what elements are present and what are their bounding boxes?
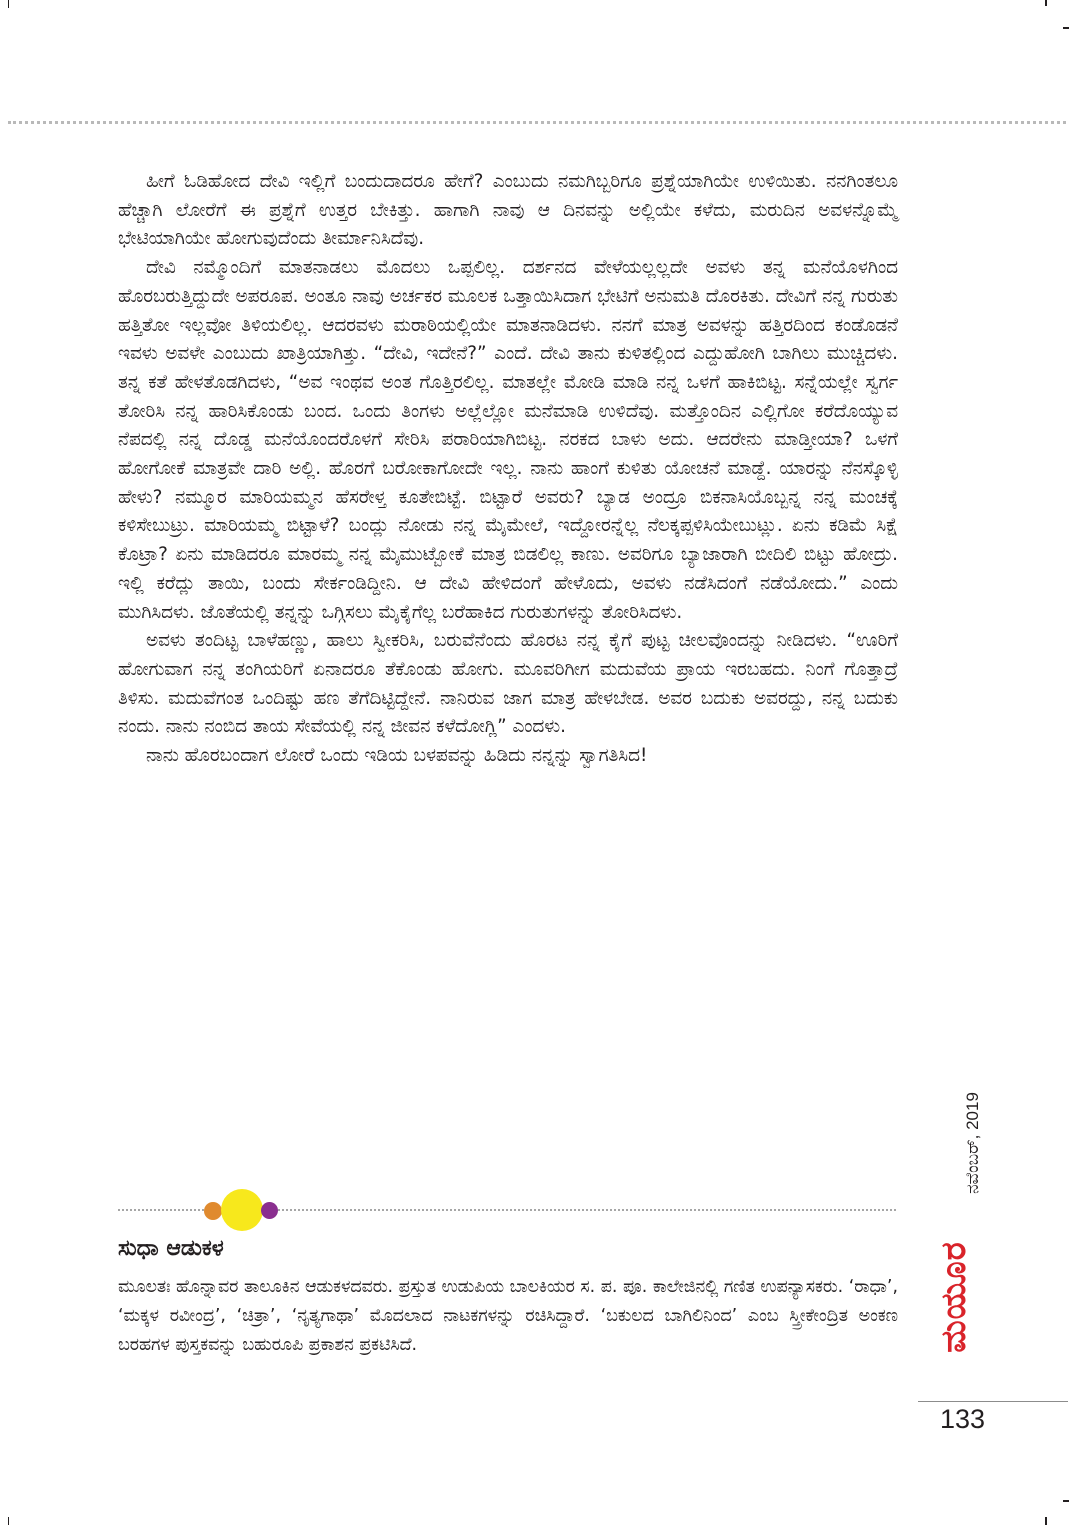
author-name: ಸುಧಾ ಆಡುಕಳ [118,1236,224,1261]
body-paragraph: ಅವಳು ತಂದಿಟ್ಟ ಬಾಳೆಹಣ್ಣು, ಹಾಲು ಸ್ವೀಕರಿಸಿ, ಬರುವೆನೆಂದು ಹೊರಟ ನನ್ನ ಕೈಗೆ ಪುಟ್ಟ ಚೀಲವೊಂದನ್ನು ನೀಡಿದಳು. “ಊರಿಗೆ ಹೋಗುವಾಗ ನನ್ನ ತಂಗಿಯರಿಗೆ ಏನಾದರೂ ತೆಕೊಂಡು ಹೋಗು. ಮೂವರಿಗೀಗ ಮದುವೆಯ ಪ್ರಾಯ ಇರಬಹದು. ನಿಂಗೆ ಗೊತ್ತಾದ್ರೆ ತಿಳಿಸು. ಮದುವೆಗಂತ ಒಂದಿಷ್ಟು ಹಣ ತೆಗೆದಿಟ್ಟಿದ್ದೇನೆ. ನಾನಿರುವ ಜಾಗ ಮಾತ್ರ ಹೇಳಬೇಡ. ಅವರ ಬದುಕು ಅವರದ್ದು, ನನ್ನ ಬದುಕು ನಂದು. ನಾನು ನಂಬಿದ ತಾಯ ಸೇವೆಯಲ್ಲಿ ನನ್ನ ಜೀವನ ಕಳೆದೋಗ್ಲಿ” ಎಂದಳು. [118,630,898,738]
crop-mark-top-left [8,0,9,8]
crop-mark-bottom-left [8,1517,9,1525]
magazine-logo-vertical [934,1218,974,1376]
page-number: 133 [940,1404,986,1434]
crop-mark-bottom-right [1045,1517,1047,1525]
article-body [118,168,898,771]
orange-dot-decoration [204,1202,222,1220]
purple-dot-decoration [261,1202,278,1219]
crop-mark-right-upper [1063,27,1069,29]
author-bio: ಮೂಲತಃ ಹೊನ್ನಾವರ ತಾಲೂಕಿನ ಆಡುಕಳದವರು. ಪ್ರಸ್ತುತ ಉಡುಪಿಯ ಬಾಲಕಿಯರ ಸ. ಪ. ಪೂ. ಕಾಲೇಜಿನಲ್ಲಿ ಗಣಿತ ಉಪನ್ಯಾಸಕರು. ‘ರಾಧಾ’, ‘ಮಕ್ಕಳ ರವೀಂದ್ರ’, ‘ಚಿತ್ರಾ’, ‘ನೃತ್ಯಗಾಥಾ’ ಮೊದಲಾದ ನಾಟಕಗಳನ್ನು ರಚಿಸಿದ್ದಾರೆ. ‘ಬಕುಲದ ಬಾಗಿಲಿನಿಂದ’ ಎಂಬ ಸ್ತ್ರೀಕೇಂದ್ರಿತ ಅಂಕಣ ಬರಹಗಳ ಪುಸ್ತಕವನ್ನು ಬಹುರೂಪಿ ಪ್ರಕಾಶನ ಪ್ರಕಟಿಸಿದೆ. [118,1277,898,1355]
crop-mark-right-lower [1063,1500,1069,1502]
page-number-rule [918,1401,1068,1402]
body-paragraph: ದೇವಿ ನಮ್ಮೊಂದಿಗೆ ಮಾತನಾಡಲು ಮೊದಲು ಒಪ್ಪಲಿಲ್ಲ. ದರ್ಶನದ ವೇಳೆಯಲ್ಲಲ್ಲದೇ ಅವಳು ತನ್ನ ಮನೆಯೊಳಗಿಂದ ಹೊರಬರುತ್ತಿದ್ದುದೇ ಅಪರೂಪ. ಅಂತೂ ನಾವು ಅರ್ಚಕರ ಮೂಲಕ ಒತ್ತಾಯಿಸಿದಾಗ ಭೇಟಿಗೆ ಅನುಮತಿ ದೊರಕಿತು. ದೇವಿಗೆ ನನ್ನ ಗುರುತು ಹತ್ತಿತೋ ಇಲ್ಲವೋ ತಿಳಿಯಲಿಲ್ಲ. ಆದರವಳು ಮರಾಠಿಯಲ್ಲಿಯೇ ಮಾತನಾಡಿದಳು. ನನಗೆ ಮಾತ್ರ ಅವಳನ್ನು ಹತ್ತಿರದಿಂದ ಕಂಡೊಡನೆ ಇವಳು ಅವಳೇ ಎಂಬುದು ಖಾತ್ರಿಯಾಗಿತ್ತು. “ದೇವಿ, ಇದೇನೆ?” ಎಂದೆ. ದೇವಿ ತಾನು ಕುಳಿತಲ್ಲಿಂದ ಎದ್ದುಹೋಗಿ ಬಾಗಿಲು ಮುಚ್ಚಿದಳು. ತನ್ನ ಕತೆ ಹೇಳತೊಡಗಿದಳು, “ಅವ ಇಂಥವ ಅಂತ ಗೊತ್ತಿರಲಿಲ್ಲ. ಮಾತಲ್ಲೇ ಮೋಡಿ ಮಾಡಿ ನನ್ನ ಒಳಗೆ ಹಾಕಿಬಿಟ್ಟ. ಸನ್ನೆಯಲ್ಲೇ ಸ್ವರ್ಗ ತೋರಿಸಿ ನನ್ನ ಹಾರಿಸಿಕೊಂಡು ಬಂದ. ಒಂದು ತಿಂಗಳು ಅಲ್ಲೆಲ್ಲೋ ಮನೆಮಾಡಿ ಉಳಿದೆವು. ಮತ್ತೊಂದಿನ ಎಲ್ಲಿಗೋ ಕರೆದೊಯ್ಯುವ ನೆಪದಲ್ಲಿ ನನ್ನ ದೊಡ್ಡ ಮನೆಯೊಂದರೊಳಗೆ ಸೇರಿಸಿ ಪರಾರಿಯಾಗಿಬಿಟ್ಟ. ನರಕದ ಬಾಳು ಅದು. ಆದರೇನು ಮಾಡ್ತೀಯಾ? ಒಳಗೆ ಹೋಗೋಕೆ ಮಾತ್ರವೇ ದಾರಿ ಅಲ್ಲಿ. ಹೊರಗೆ ಬರೋಕಾಗೋದೇ ಇಲ್ಲ. ನಾನು ಹಾಂಗೆ ಕುಳಿತು ಯೋಚನೆ ಮಾಡ್ದೆ. ಯಾರನ್ನು ನೆನಸ್ಕೊಳ್ಳಿ ಹೇಳು? ನಮ್ಮೂರ ಮಾರಿಯಮ್ಮನ ಹೆಸರೇಳ್ತ ಕೂತೇಬಿಟ್ಟೆ. ಬಿಟ್ಟಾರೆ ಅವರು? ಬ್ಯಾಡ ಅಂದ್ರೂ ಬಿಕನಾಸಿಯೊಬ್ಬನ್ನ ನನ್ನ ಮಂಚಕ್ಕೆ ಕಳಿಸೇಬುಟ್ರು. ಮಾರಿಯಮ್ಮ ಬಿಟ್ಟಾಳೆ? ಬಂದ್ಲು ನೋಡು ನನ್ನ ಮೈಮೇಲೆ, ಇದ್ದೋರನ್ನೆಲ್ಲ ನೆಲಕ್ಕಪ್ಪಳಿಸಿಯೇಬುಟ್ಲು. ಏನು ಕಡಿಮೆ ಸಿಕ್ಷೆ ಕೊಟ್ರಾ? ಏನು ಮಾಡಿದರೂ ಮಾರಮ್ಮ ನನ್ನ ಮೈಮುಟ್ಬೋಕೆ ಮಾತ್ರ ಬಿಡಲಿಲ್ಲ ಕಾಣು. ಅವರಿಗೂ ಬ್ಯಾಜಾರಾಗಿ ಬೀದಿಲಿ ಬಿಟ್ಟು ಹೋದ್ರು. ಇಲ್ಲಿ ಕರೆದ್ಲು ತಾಯಿ, ಬಂದು ಸೇರ್ಕಂಡಿದ್ದೀನಿ. ಆ ದೇವಿ ಹೇಳಿದಂಗೆ ಹೇಳೊದು, ಅವಳು ನಡೆಸಿದಂಗೆ ನಡೆಯೋದು.” ಎಂದು ಮುಗಿಸಿದಳು. ಜೊತೆಯಲ್ಲಿ ತನ್ನನ್ನು ಒಗ್ಗಿಸಲು ಮೈಕೈಗೆಲ್ಲ ಬರೆಹಾಕಿದ ಗುರುತುಗಳನ್ನು ತೋರಿಸಿದಳು. [118,257,898,623]
yellow-dot-decoration [221,1189,263,1231]
header-dotted-rule [8,121,1066,124]
magazine-logo-text: ಮಯೂರ [934,1241,974,1353]
issue-date-text: ನವೆಂಬರ್, 2019 [963,1092,982,1194]
body-paragraph: ನಾನು ಹೊರಬಂದಾಗ ಲೋರೆ ಒಂದು ಇಡಿಯ ಬಳಪವನ್ನು ಹಿಡಿದು ನನ್ನನ್ನು ಸ್ವಾಗತಿಸಿದ! [146,745,648,767]
issue-date-vertical [963,1088,983,1198]
crop-mark-top-right [1045,0,1047,6]
body-paragraph: ಹೀಗೆ ಓಡಿಹೋದ ದೇವಿ ಇಲ್ಲಿಗೆ ಬಂದುದಾದರೂ ಹೇಗೆ? ಎಂಬುದು ನಮಗಿಬ್ಬರಿಗೂ ಪ್ರಶ್ನೆಯಾಗಿಯೇ ಉಳಿಯಿತು. ನನಗಿಂತಲೂ ಹೆಚ್ಚಾಗಿ ಲೋರೆಗೆ ಈ ಪ್ರಶ್ನೆಗೆ ಉತ್ತರ ಬೇಕಿತ್ತು. ಹಾಗಾಗಿ ನಾವು ಆ ದಿನವನ್ನು ಅಲ್ಲಿಯೇ ಕಳೆದು, ಮರುದಿನ ಅವಳನ್ನೊಮ್ಮೆ ಭೇಟಿಯಾಗಿಯೇ ಹೋಗುವುದೆಂದು ತೀರ್ಮಾನಿಸಿದೆವು. [118,171,898,250]
